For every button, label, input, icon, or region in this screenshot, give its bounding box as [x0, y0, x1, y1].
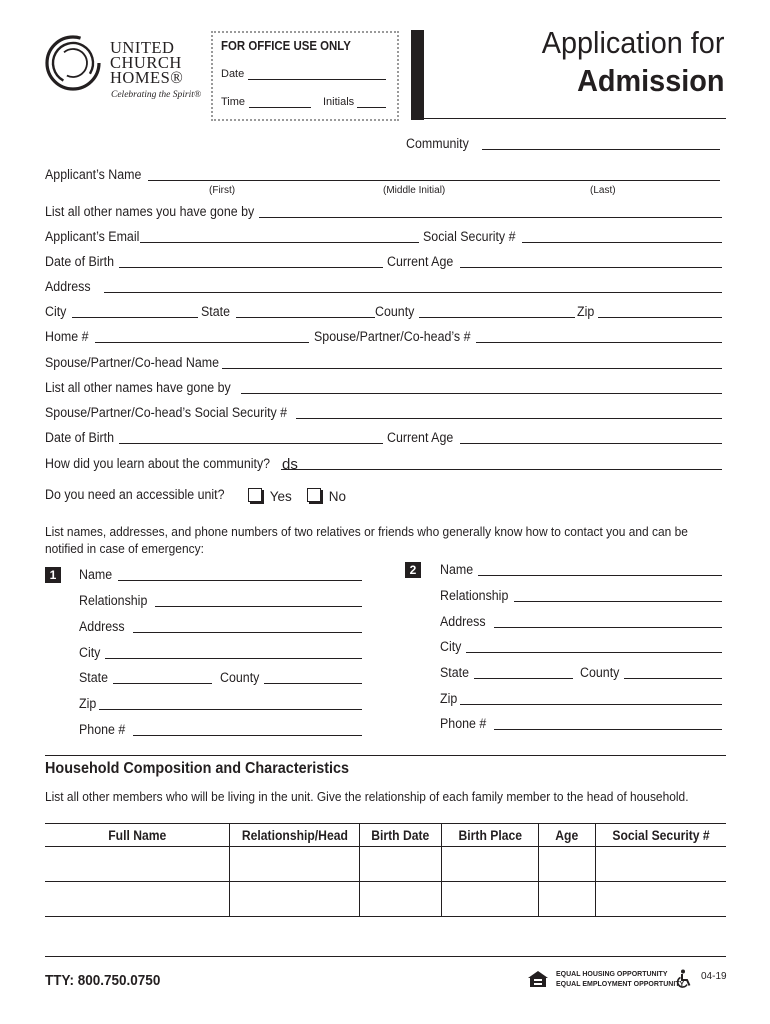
office-use-box [211, 31, 399, 121]
table-cell[interactable] [442, 882, 539, 917]
first-name-hint: (First) [209, 185, 236, 196]
table-cell[interactable] [596, 882, 727, 917]
county-field[interactable] [419, 317, 575, 318]
current-age-field[interactable] [460, 267, 722, 268]
contact1-relationship-field[interactable] [155, 606, 362, 607]
contact2-address-field[interactable] [494, 627, 722, 628]
contact2-state-label: State [440, 665, 470, 680]
page-title-line2: Admission [576, 63, 724, 98]
accessible-yes-option[interactable] [248, 488, 292, 504]
spouse-other-names-field[interactable] [241, 393, 722, 394]
col-ssn: Social Security # [596, 824, 727, 847]
office-date-label: Date [221, 68, 245, 80]
office-time-label: Time [221, 96, 246, 108]
contact1-city-label: City [79, 645, 101, 660]
table-cell[interactable] [360, 847, 442, 882]
equal-housing-icon [527, 970, 549, 988]
table-cell[interactable] [45, 847, 230, 882]
applicant-name-field[interactable] [148, 180, 720, 181]
spouse-phone-field[interactable] [476, 342, 722, 343]
other-names-field[interactable] [259, 217, 722, 218]
contact1-zip-label: Zip [79, 696, 97, 711]
email-field[interactable] [140, 242, 419, 243]
office-date-field[interactable] [248, 79, 386, 80]
last-name-hint: (Last) [590, 185, 616, 196]
spouse-dob-label: Date of Birth [45, 430, 115, 445]
contact1-address-field[interactable] [133, 632, 362, 633]
table-cell[interactable] [442, 847, 539, 882]
no-label: No [328, 489, 347, 504]
spouse-ssn-field[interactable] [296, 418, 722, 419]
state-field[interactable] [236, 317, 375, 318]
address-label: Address [45, 279, 91, 294]
contact1-phone-label: Phone # [79, 722, 126, 737]
contact2-relationship-label: Relationship [440, 588, 509, 603]
household-table [45, 823, 726, 917]
middle-initial-hint: (Middle Initial) [383, 185, 446, 196]
equal-opportunity-text: EQUAL HOUSING OPPORTUNITY EQUAL EMPLOYMENT OPPORTUNITY [556, 971, 685, 988]
community-label: Community [406, 136, 469, 151]
office-time-field[interactable] [249, 107, 311, 108]
contact1-address-label: Address [79, 619, 125, 634]
table-cell[interactable] [230, 882, 360, 917]
contact1-county-label: County [220, 670, 260, 685]
contact2-phone-field[interactable] [494, 729, 722, 730]
header-divider-bar [411, 30, 424, 120]
table-cell[interactable] [539, 847, 596, 882]
home-phone-field[interactable] [95, 342, 309, 343]
ssn-field[interactable] [522, 242, 722, 243]
accessibility-icon [676, 969, 693, 988]
col-age: Age [539, 824, 596, 847]
accessible-no-option[interactable] [307, 488, 346, 504]
spouse-phone-label: Spouse/Partner/Co-head’s # [314, 329, 471, 344]
dob-label: Date of Birth [45, 254, 115, 269]
spouse-name-label: Spouse/Partner/Co-head Name [45, 355, 219, 370]
home-phone-label: Home # [45, 329, 89, 344]
zip-field[interactable] [598, 317, 722, 318]
spouse-dob-field[interactable] [119, 443, 383, 444]
household-intro: List all other members who will be living in the unit. Give the relationship of each family member to the head of household. [45, 789, 689, 804]
yes-checkbox[interactable] [248, 488, 262, 502]
contact1-name-label: Name [79, 567, 113, 582]
table-cell[interactable] [596, 847, 727, 882]
spouse-age-label: Current Age [387, 430, 454, 445]
learn-field[interactable] [281, 469, 722, 470]
table-cell[interactable] [45, 882, 230, 917]
yes-label: Yes [269, 489, 292, 504]
col-full-name: Full Name [45, 824, 230, 847]
contact2-address-label: Address [440, 614, 486, 629]
spouse-age-field[interactable] [460, 443, 722, 444]
contact2-number-badge: 2 [405, 562, 421, 578]
other-names-label: List all other names you have gone by [45, 204, 255, 219]
logo-wordmark: UNITED CHURCH HOMES® [110, 38, 184, 87]
contact2-city-label: City [440, 639, 462, 654]
page-title-line1: Application for [541, 25, 724, 60]
community-field[interactable] [482, 149, 720, 150]
emergency-intro-line1: List names, addresses, and phone numbers of two relatives or friends who generally know how to contact you and can be [45, 524, 688, 539]
contact1-zip-field[interactable] [99, 709, 362, 710]
table-row [45, 847, 726, 882]
col-birth-date: Birth Date [360, 824, 442, 847]
table-row [45, 882, 726, 917]
city-label: City [45, 304, 67, 319]
col-birth-place: Birth Place [442, 824, 539, 847]
contact2-name-field[interactable] [478, 575, 722, 576]
state-label: State [201, 304, 231, 319]
contact2-name-label: Name [440, 562, 474, 577]
form-revision-code: 04-19 [701, 971, 727, 982]
contact2-county-label: County [580, 665, 620, 680]
spouse-ssn-label: Spouse/Partner/Co-head’s Social Security # [45, 405, 288, 420]
table-cell[interactable] [539, 882, 596, 917]
office-initials-label: Initials [323, 96, 355, 108]
spouse-name-field[interactable] [222, 368, 722, 369]
contact1-county-field[interactable] [264, 683, 362, 684]
contact1-name-field[interactable] [118, 580, 362, 581]
city-field[interactable] [72, 317, 198, 318]
contact1-city-field[interactable] [105, 658, 362, 659]
ssn-label: Social Security # [423, 229, 516, 244]
spouse-other-names-label: List all other names have gone by [45, 380, 231, 395]
current-age-label: Current Age [387, 254, 454, 269]
accessible-label: Do you need an accessible unit? [45, 487, 225, 502]
contact1-state-field[interactable] [113, 683, 212, 684]
contact2-city-field[interactable] [466, 652, 722, 653]
contact1-number-badge: 1 [45, 567, 61, 583]
dob-field[interactable] [119, 267, 383, 268]
contact1-phone-field[interactable] [133, 735, 362, 736]
tty-number: TTY: 800.750.0750 [45, 972, 161, 989]
no-checkbox[interactable] [307, 488, 321, 502]
table-cell[interactable] [360, 882, 442, 917]
contact2-zip-label: Zip [440, 691, 458, 706]
contact1-state-label: State [79, 670, 109, 685]
col-relationship: Relationship/Head [230, 824, 360, 847]
contact2-relationship-field[interactable] [514, 601, 722, 602]
household-section-title: Household Composition and Characteristics [45, 760, 350, 777]
united-church-homes-logo-icon [44, 34, 102, 92]
office-initials-field[interactable] [357, 107, 386, 108]
email-label: Applicant’s Email [45, 229, 140, 244]
applicant-name-label: Applicant’s Name [45, 167, 142, 182]
contact1-relationship-label: Relationship [79, 593, 148, 608]
table-cell[interactable] [230, 847, 360, 882]
county-label: County [375, 304, 415, 319]
office-use-title: FOR OFFICE USE ONLY [221, 38, 351, 53]
contact2-county-field[interactable] [624, 678, 722, 679]
footer-divider [45, 956, 726, 957]
contact2-zip-field[interactable] [460, 704, 722, 705]
section-divider [45, 755, 726, 756]
address-field[interactable] [104, 292, 722, 293]
contact2-state-field[interactable] [474, 678, 573, 679]
learn-value: ds [282, 456, 298, 473]
learn-label: How did you learn about the community? [45, 456, 271, 471]
title-underline [424, 118, 726, 119]
emergency-intro-line2: notified in case of emergency: [45, 541, 204, 556]
logo-tagline: Celebrating the Spirit® [111, 90, 202, 100]
zip-label: Zip [577, 304, 595, 319]
contact2-phone-label: Phone # [440, 716, 487, 731]
